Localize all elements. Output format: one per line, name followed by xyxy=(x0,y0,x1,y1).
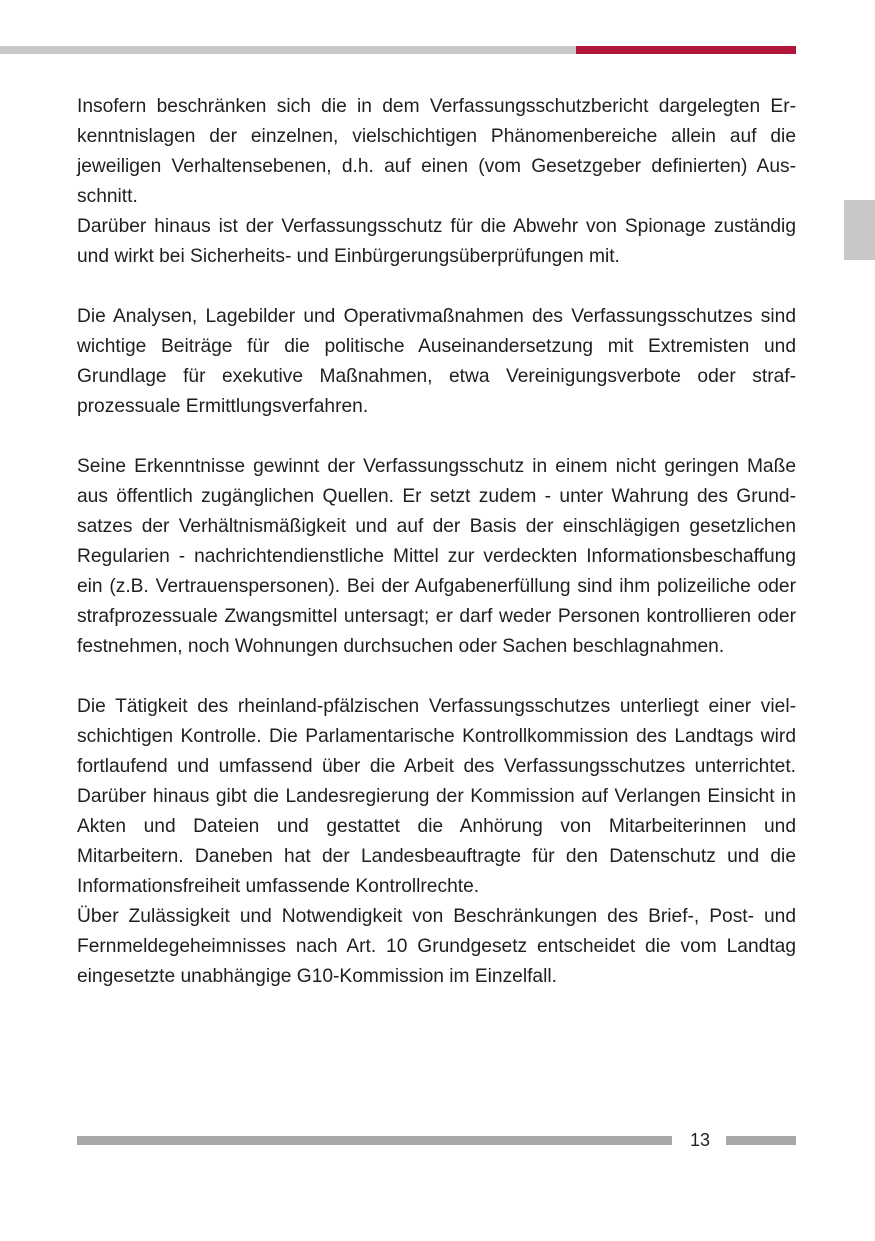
header-rule-gray xyxy=(0,46,576,54)
paragraph-sources: Seine Erkenntnisse gewinnt der Verfassungsschutz in einem nicht geringen Maße aus öffentlich zugänglichen Quellen. Er setzt zudem - unter Wahrung des Grundsatzes der Verhältnismäßigkeit und auf der Basis der einschlägigen gesetzlichen Regularien - nachrichtendienstliche Mittel zur verdeckten Informationsbeschaffung ein (z.B. Vertrauenspersonen). Bei der Aufgabenerfüllung sind ihm polizeiliche oder strafprozessuale Zwangsmittel untersagt; er darf weder Personen kontrollieren oder festnehmen, noch Wohnungen durchsuchen oder Sachen beschlagnahmen. xyxy=(77,456,796,657)
footer-rule-right xyxy=(726,1136,796,1145)
header-rule-accent xyxy=(576,46,796,54)
paragraph-control: Die Tätigkeit des rheinland-pfälzischen Verfassungsschutzes unterliegt einer vielschichtigen Kontrolle. Die Parlamentarische Kontrollkommission des Landtags wird fortlaufend und umfassend über die Arbeit des Verfassungsschutzes unterrichtet. Darüber hinaus gibt die Landesregierung der Kommission auf Verlangen Einsicht in Akten und Dateien und gestattet die Anhörung von Mitarbeiterinnen und Mitarbeitern. Daneben hat der Landesbeauftragte für den Datenschutz und die Informationsfreiheit umfassende Kontrollrechte. xyxy=(77,696,796,897)
paragraph-espionage: Darüber hinaus ist der Verfassungsschutz für die Abwehr von Spionage zuständig und wirkt bei Sicherheits- und Einbürgerungsüberprüfungen mit. xyxy=(77,216,796,267)
footer-rule-left xyxy=(77,1136,672,1145)
paragraph-scope: Insofern beschränken sich die in dem Verfassungsschutzbericht dargelegten Erkenntnislagen der einzelnen, vielschichtigen Phänomenbereiche allein auf die jeweiligen Verhaltensebenen, d.h. auf einen (vom Gesetzgeber definierten) Ausschnitt. xyxy=(77,96,796,207)
paragraph-g10: Über Zulässigkeit und Notwendigkeit von Beschränkungen des Brief-, Post- und Fernmeldegeheimnisses nach Art. 10 Grundgesetz entscheidet die vom Landtag eingesetzte unabhängige G10-Kommission im Einzelfall. xyxy=(77,906,796,987)
chapter-tab-marker xyxy=(844,200,875,260)
paragraph-analyses: Die Analysen, Lagebilder und Operativmaßnahmen des Verfassungsschutzes sind wichtige Beiträge für die politische Auseinandersetzung mit Extremisten und Grundlage für exekutive Maßnahmen, etwa Vereinigungsverbote oder strafprozessuale Ermittlungsverfahren. xyxy=(77,306,796,417)
body-text xyxy=(77,92,796,992)
page-number: 13 xyxy=(689,1130,711,1150)
